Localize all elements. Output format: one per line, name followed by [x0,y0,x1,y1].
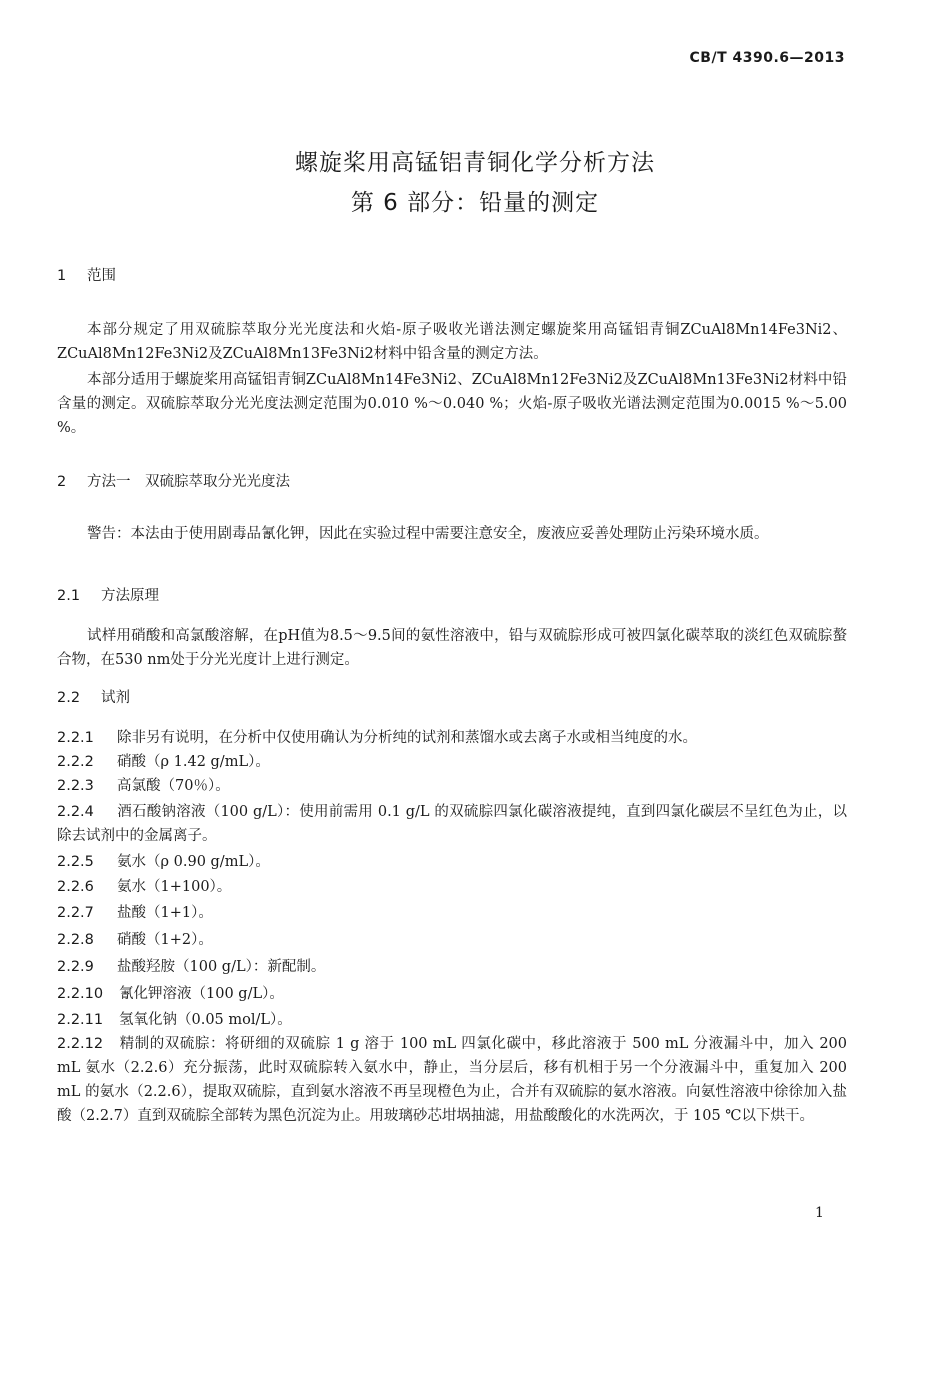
reagent-item: 2.2.2 硝酸（ρ 1.42 g/mL）。 [57,754,270,770]
section-heading-principle [57,584,159,605]
section-title: 方法原理 [101,588,159,604]
section-heading-reagents [57,686,130,707]
section-title: 试剂 [101,690,130,706]
section-number: 1 [57,268,67,284]
reagent-item: 2.2.12 精制的双硫腙：将研细的双硫腙 1 g 溶于 100 mL 四氯化碳中，移此溶液于 500 mL 分液漏斗中，加入 200 mL 氨水（2.2.6）充分振荡，此时双硫腙转入氨水中，静止，当分层后，移有机相于另一个分液漏斗中，重复加入 200 mL 的氨水（2.2.6），提取双硫腙，直到氨水溶液不再呈现橙色为止，合并有双硫腙的氨水溶液。向氨性溶液中徐徐加入盐酸（2.2.7）直到双硫腙全部转为黑色沉淀为止。用玻璃砂芯坩埚抽滤，用盐酸酸化的水洗两次，于 105 ℃以下烘干。 [57,1036,847,1124]
reagent-item: 2.2.6 氨水（1+100）。 [57,879,232,895]
scope-paragraph-1: 本部分规定了用双硫腙萃取分光光度法和火焰-原子吸收光谱法测定螺旋桨用高锰铝青铜ZCuAl8Mn14Fe3Ni2、ZCuAl8Mn12Fe3Ni2及ZCuAl8Mn13Fe3Ni2材料中铅含量的测定方法。 [57,322,847,362]
page-number: 1 [815,1205,824,1221]
section-number: 2.1 [57,588,81,604]
section-number: 2 [57,474,67,490]
standard-code: CB/T 4390.6—2013 [689,50,845,66]
reagent-item: 2.2.11 氢氧化钠（0.05 mol/L）。 [57,1012,292,1028]
reagent-item: 2.2.7 盐酸（1+1）。 [57,905,213,921]
section-heading-method-one [57,470,290,491]
section-number: 2.2 [57,690,81,706]
reagent-item: 2.2.10 氰化钾溶液（100 g/L）。 [57,986,284,1002]
reagent-item: 2.2.5 氨水（ρ 0.90 g/mL）。 [57,854,270,870]
reagent-item: 2.2.8 硝酸（1+2）。 [57,932,213,948]
document-title: 螺旋桨用高锰铝青铜化学分析方法 [295,150,655,176]
document-subtitle: 第 6 部分：铅量的测定 [350,190,600,216]
reagent-item: 2.2.3 高氯酸（70％）。 [57,778,230,794]
section-heading-scope [57,264,116,285]
reagent-item: 2.2.1 除非另有说明，在分析中仅使用确认为分析纯的试剂和蒸馏水或去离子水或相当纯度的水。 [57,730,697,746]
principle-paragraph: 试样用硝酸和高氯酸溶解，在pH值为8.5～9.5间的氨性溶液中，铅与双硫腙形成可被四氯化碳萃取的淡红色双硫腙螯合物，在530 nm处于分光光度计上进行测定。 [57,628,847,668]
section-title: 方法一 双硫腙萃取分光光度法 [87,474,290,490]
scope-paragraph-2: 本部分适用于螺旋桨用高锰铝青铜ZCuAl8Mn14Fe3Ni2、ZCuAl8Mn12Fe3Ni2及ZCuAl8Mn13Fe3Ni2材料中铅含量的测定。双硫腙萃取分光光度法测定范围为0.010 %～0.040 %；火焰-原子吸收光谱法测定范围为0.0015 %～5.00 %。 [57,372,847,436]
reagent-item: 2.2.4 酒石酸钠溶液（100 g/L）：使用前需用 0.1 g/L 的双硫腙四氯化碳溶液提纯，直到四氯化碳层不呈红色为止，以除去试剂中的金属离子。 [57,804,847,844]
reagent-item: 2.2.9 盐酸羟胺（100 g/L）：新配制。 [57,959,326,975]
section-title: 范围 [87,268,116,284]
warning-paragraph: 警告：本法由于使用剧毒品氰化钾，因此在实验过程中需要注意安全，废液应妥善处理防止污染环境水质。 [87,526,769,542]
